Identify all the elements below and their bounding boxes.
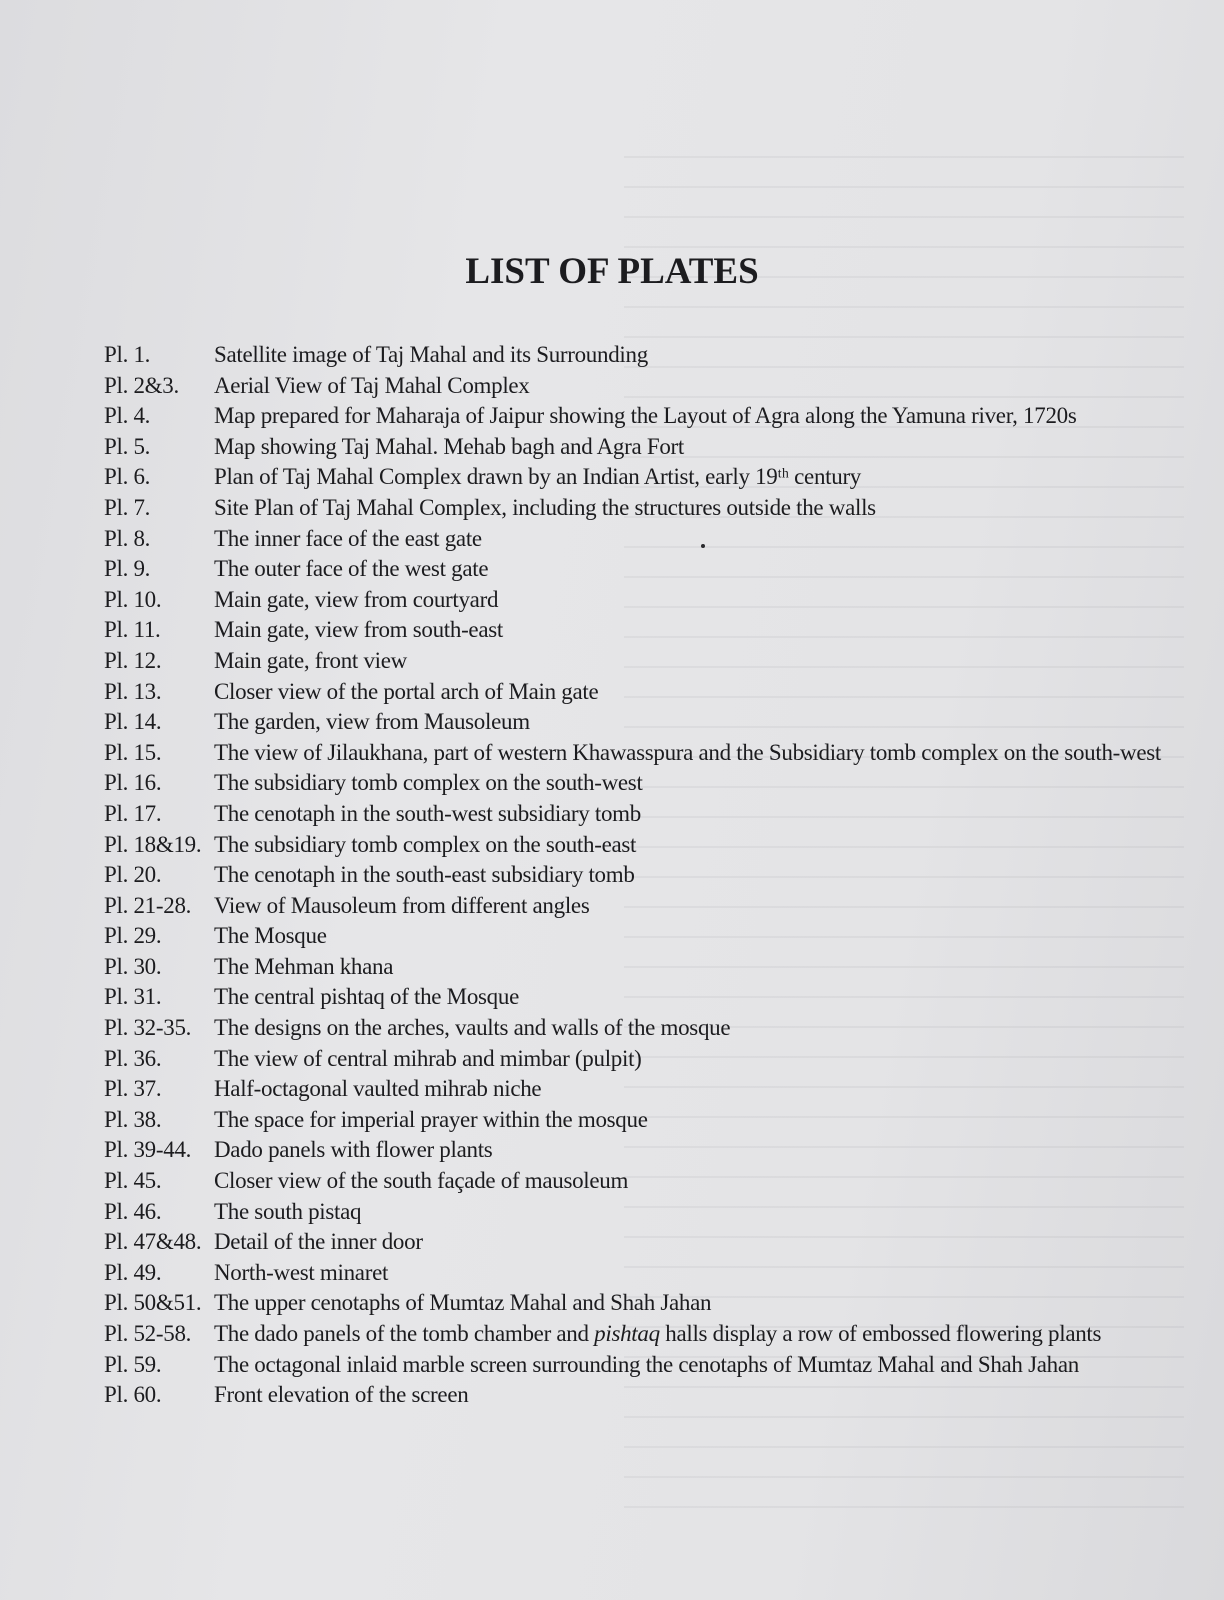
plate-description: Detail of the inner door [214,1229,423,1255]
plate-description: The space for imperial prayer within the mosque [214,1106,648,1132]
plate-description: The view of Jilaukhana, part of western Khawasspura and the Subsidiary tomb complex on the south-west [214,739,1161,765]
plate-description: Half-octagonal vaulted mihrab niche [214,1076,542,1102]
plate-entry [104,371,1184,402]
plate-number: Pl. 4. [104,403,151,429]
plate-number: Pl. 7. [104,494,151,520]
plate-description: Map showing Taj Mahal. Mehab bagh and Agra Fort [214,433,684,459]
plate-entry [104,1258,1184,1289]
plate-number: Pl. 50&51. [104,1290,202,1316]
plate-entry [104,830,1184,861]
plate-entry [104,1227,1184,1258]
plate-description: The garden, view from Mausoleum [214,709,530,735]
plate-number: Pl. 5. [104,433,151,459]
plate-entry [104,1319,1184,1350]
plate-description: The designs on the arches, vaults and walls of the mosque [214,1015,731,1041]
plate-description-italic: pishtaq [594,1321,660,1346]
plate-number: Pl. 59. [104,1351,162,1377]
plate-description: The Mosque [214,923,327,949]
plate-number: Pl. 17. [104,800,162,826]
plate-description-start: The dado panels of the tomb chamber and [214,1321,595,1346]
plate-entry [104,1350,1184,1381]
plate-number: Pl. 52-58. [104,1321,192,1346]
plate-description: The central pishtaq of the Mosque [214,984,519,1010]
plate-description: The Mehman khana [214,953,394,979]
plate-number: Pl. 47&48. [104,1229,202,1255]
plate-description [214,1319,1184,1350]
plate-description: Front elevation of the screen [214,1382,469,1408]
plate-entry [104,738,1184,769]
page-title: LIST OF PLATES [465,251,759,292]
plate-description-end: halls display a row of embossed flowering plants [659,1321,1102,1346]
plate-number: Pl. 20. [104,862,162,888]
plate-entry [104,432,1184,463]
plate-number: Pl. 45. [104,1168,162,1194]
plate-number: Pl. 15. [104,739,162,765]
plate-entry [104,707,1184,738]
plate-entry [104,585,1184,616]
plate-entry [104,554,1184,585]
plate-entry [104,1288,1184,1319]
plate-number: Pl. 49. [104,1259,162,1285]
plate-description: Closer view of the portal arch of Main gate [214,678,599,704]
plate-description: The upper cenotaphs of Mumtaz Mahal and Shah Jahan [214,1290,712,1316]
plate-entry [104,401,1184,432]
plate-description: Main gate, view from courtyard [214,586,499,612]
plate-description: North-west minaret [214,1259,389,1285]
plate-number: Pl. 14. [104,709,162,735]
plate-entry [104,1105,1184,1136]
plate-number: Pl. 1. [104,342,151,367]
plate-description: Main gate, front view [214,647,407,673]
plate-description: Site Plan of Taj Mahal Complex, including the structures outside the walls [214,494,876,520]
plate-entry [104,1044,1184,1075]
plate-entry [104,493,1184,524]
plate-description: The inner face of the east gate [214,525,482,551]
plate-description: Aerial View of Taj Mahal Complex [214,372,530,398]
plate-entry [104,799,1184,830]
plate-entry [104,1135,1184,1166]
plate-number: Pl. 46. [104,1198,162,1224]
plate-description: Closer view of the south façade of mausoleum [214,1168,629,1194]
ink-speck [701,544,705,548]
plate-description: Map prepared for Maharaja of Jaipur showing the Layout of Agra along the Yamuna river, 1720s [214,403,1077,429]
plate-entry [104,1197,1184,1228]
plate-number: Pl. 29. [104,923,162,949]
plate-description: The subsidiary tomb complex on the south-east [214,831,637,857]
plate-entry [104,524,1184,555]
plate-number: Pl. 2&3. [104,372,179,398]
plate-entry [104,768,1184,799]
plate-description: The octagonal inlaid marble screen surrounding the cenotaphs of Mumtaz Mahal and Shah Jahan [214,1351,1079,1377]
plate-number: Pl. 37. [104,1076,162,1102]
plate-number: Pl. 12. [104,647,162,673]
plate-description: Dado panels with flower plants [214,1137,493,1163]
plate-entry [104,646,1184,677]
plate-number: Pl. 11. [104,617,161,643]
plate-description: Plan of Taj Mahal Complex drawn by an Indian Artist, early 19ᵗʰ century [214,464,862,490]
plate-number: Pl. 13. [104,678,162,704]
plate-entry [104,921,1184,952]
plate-number: Pl. 32-35. [104,1015,192,1041]
plate-entry [104,340,1184,371]
plate-number: Pl. 36. [104,1045,162,1071]
plate-number: Pl. 39-44. [104,1137,192,1163]
plate-description: The cenotaph in the south-east subsidiary tomb [214,862,635,888]
plate-description: The view of central mihrab and mimbar (pulpit) [214,1045,642,1071]
plate-number: Pl. 16. [104,770,162,796]
plate-description: Main gate, view from south-east [214,617,503,643]
plate-number: Pl. 30. [104,953,162,979]
plate-entry [104,615,1184,646]
plate-number: Pl. 21-28. [104,892,192,918]
plate-number: Pl. 60. [104,1382,162,1408]
plate-description: The subsidiary tomb complex on the south-west [214,770,643,796]
plate-entry [104,1166,1184,1197]
plate-entry [104,1013,1184,1044]
plate-entry [104,677,1184,708]
plate-list [104,340,1184,1411]
plate-number: Pl. 18&19. [104,831,202,857]
plate-description: The south pistaq [214,1198,362,1224]
plate-number: Pl. 10. [104,586,162,612]
plate-entry [104,462,1184,493]
plate-number: Pl. 8. [104,525,151,551]
plate-entry [104,952,1184,983]
plate-description: The cenotaph in the south-west subsidiary tomb [214,800,641,826]
plate-entry [104,891,1184,922]
plate-number: Pl. 31. [104,984,162,1010]
plate-description: View of Mausoleum from different angles [214,892,590,918]
plate-description: The outer face of the west gate [214,556,489,582]
plate-description: Satellite image of Taj Mahal and its Surrounding [214,342,648,367]
plate-number: Pl. 6. [104,464,151,490]
plate-entry [104,1074,1184,1105]
plate-entry [104,1380,1184,1411]
plate-number: Pl. 9. [104,556,151,582]
plate-entry [104,982,1184,1013]
plate-number: Pl. 38. [104,1106,162,1132]
plate-entry [104,860,1184,891]
